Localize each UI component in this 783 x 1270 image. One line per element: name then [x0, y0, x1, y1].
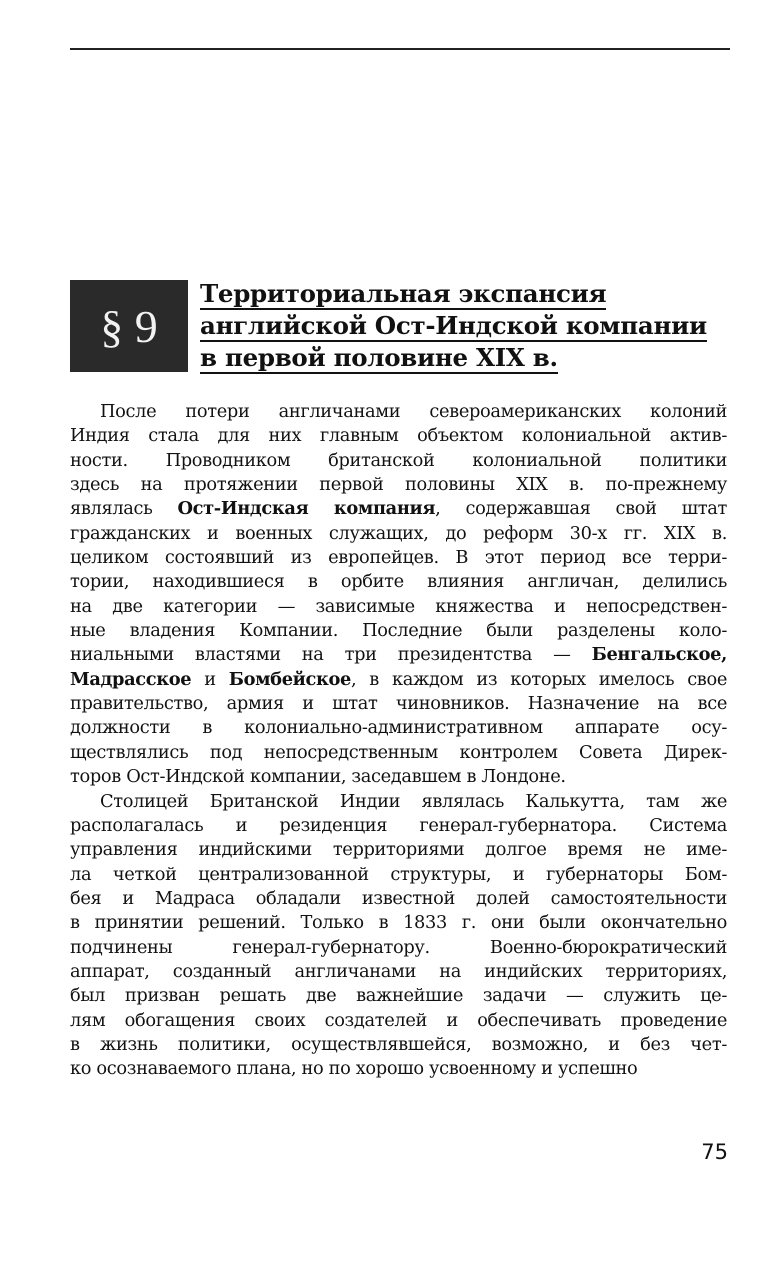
text-line: [70, 497, 727, 521]
section-number-badge: [70, 280, 188, 372]
text-segment: целиком состоявший из европейцев. В этот период все терри-: [70, 547, 727, 569]
text-segment: ко осознаваемого плана, но по хорошо усвоенному и успешно: [70, 1058, 638, 1080]
text-segment: подчинены генерал-губернатору. Военно-бюрократический: [70, 936, 727, 958]
text-line: [70, 1009, 727, 1033]
text-line: [70, 668, 727, 692]
text-line: [70, 887, 727, 911]
text-segment: ществлялись под непосредственным контролем Совета Дирек-: [70, 741, 727, 763]
text-line: [70, 595, 727, 619]
text-line: [70, 863, 727, 887]
text-segment: тории, находившиеся в орбите влияния англичан, делились: [70, 571, 727, 593]
text-segment: управления индийскими территориями долгое время не име-: [70, 839, 727, 861]
text-line: [70, 643, 727, 667]
text-segment: ные владения Компании. Последние были разделены коло-: [70, 620, 727, 642]
text-segment: , содержавшая свой штат: [435, 498, 728, 520]
section-mark: § 9: [100, 300, 158, 352]
text-line: [70, 911, 727, 935]
text-segment: в жизнь политики, осуществлявшейся, возможно, и без чет-: [70, 1033, 727, 1055]
text-line: [70, 449, 727, 473]
text-line: [70, 984, 727, 1008]
text-line: [70, 814, 727, 838]
text-line: [70, 570, 727, 594]
text-line: [70, 473, 727, 497]
text-line: [70, 522, 727, 546]
text-line: [70, 960, 727, 984]
text-segment: правительство, армия и штат чиновников. Назначение на все: [70, 693, 727, 715]
text-segment: лям обогащения своих создателей и обеспечивать проведение: [70, 1009, 727, 1031]
text-segment: ла четкой централизованной структуры, и губернаторы Бом-: [70, 863, 727, 885]
header-rule: [70, 48, 730, 50]
text-line: [70, 838, 727, 862]
section-title-line: в первой половине XIX в.: [200, 343, 558, 372]
text-line: [70, 1033, 727, 1057]
section-title-line: английской Ост-Индской компании: [200, 311, 707, 340]
text-segment: должности в колониально-административном аппарате осу-: [70, 717, 727, 739]
text-line: [70, 1057, 727, 1081]
text-segment: на две категории — зависимые княжества и непосредствен-: [70, 595, 727, 617]
text-line: [70, 692, 727, 716]
text-line: [70, 400, 727, 424]
text-segment: торов Ост-Индской компании, заседавшем в Лондоне.: [70, 766, 566, 788]
paragraph: [70, 400, 727, 790]
text-segment: После потери англичанами североамериканских колоний: [100, 401, 727, 422]
text-segment: Индия стала для них главным объектом колониальной актив-: [70, 425, 727, 447]
text-segment: аппарат, созданный англичанами на индийских территориях,: [70, 960, 727, 982]
text-segment: в принятии решений. Только в 1833 г. они были окончательно: [70, 912, 727, 934]
page-number: 75: [701, 1140, 728, 1164]
bold-term: Мадрасское: [70, 668, 192, 690]
text-segment: ниальными властями на три президентства —: [70, 644, 592, 666]
text-line: [70, 936, 727, 960]
section-title-line: Территориальная экспансия: [200, 279, 607, 308]
text-segment: здесь на протяжении первой половины XIX в. по-прежнему: [70, 474, 727, 496]
text-segment: гражданских и военных служащих, до реформ 30-х гг. XIX в.: [70, 522, 727, 544]
text-line: [70, 790, 727, 814]
text-segment: располагалась и резиденция генерал-губернатора. Система: [70, 814, 727, 836]
text-segment: был призван решать две важнейшие задачи — служить це-: [70, 985, 727, 1007]
text-line: [70, 741, 727, 765]
text-line: [70, 424, 727, 448]
text-line: [70, 619, 727, 643]
bold-term: Ост-Индская компания: [177, 498, 436, 520]
paragraph: [70, 790, 727, 1082]
section-title: [200, 278, 740, 374]
body-text: [70, 400, 727, 1082]
bold-term: Бенгальское,: [591, 644, 727, 666]
text-line: [70, 716, 727, 740]
text-segment: бея и Мадраса обладали известной долей самостоятельности: [70, 887, 727, 909]
text-line: [70, 546, 727, 570]
text-segment: Столицей Британской Индии являлась Калькутта, там же: [100, 790, 727, 812]
text-segment: и: [191, 668, 229, 690]
text-segment: являлась: [70, 498, 178, 520]
text-line: [70, 765, 727, 789]
text-segment: , в каждом из которых имелось свое: [350, 668, 727, 690]
text-segment: ности. Проводником британской колониальной политики: [70, 449, 727, 471]
bold-term: Бомбейское: [228, 668, 351, 690]
